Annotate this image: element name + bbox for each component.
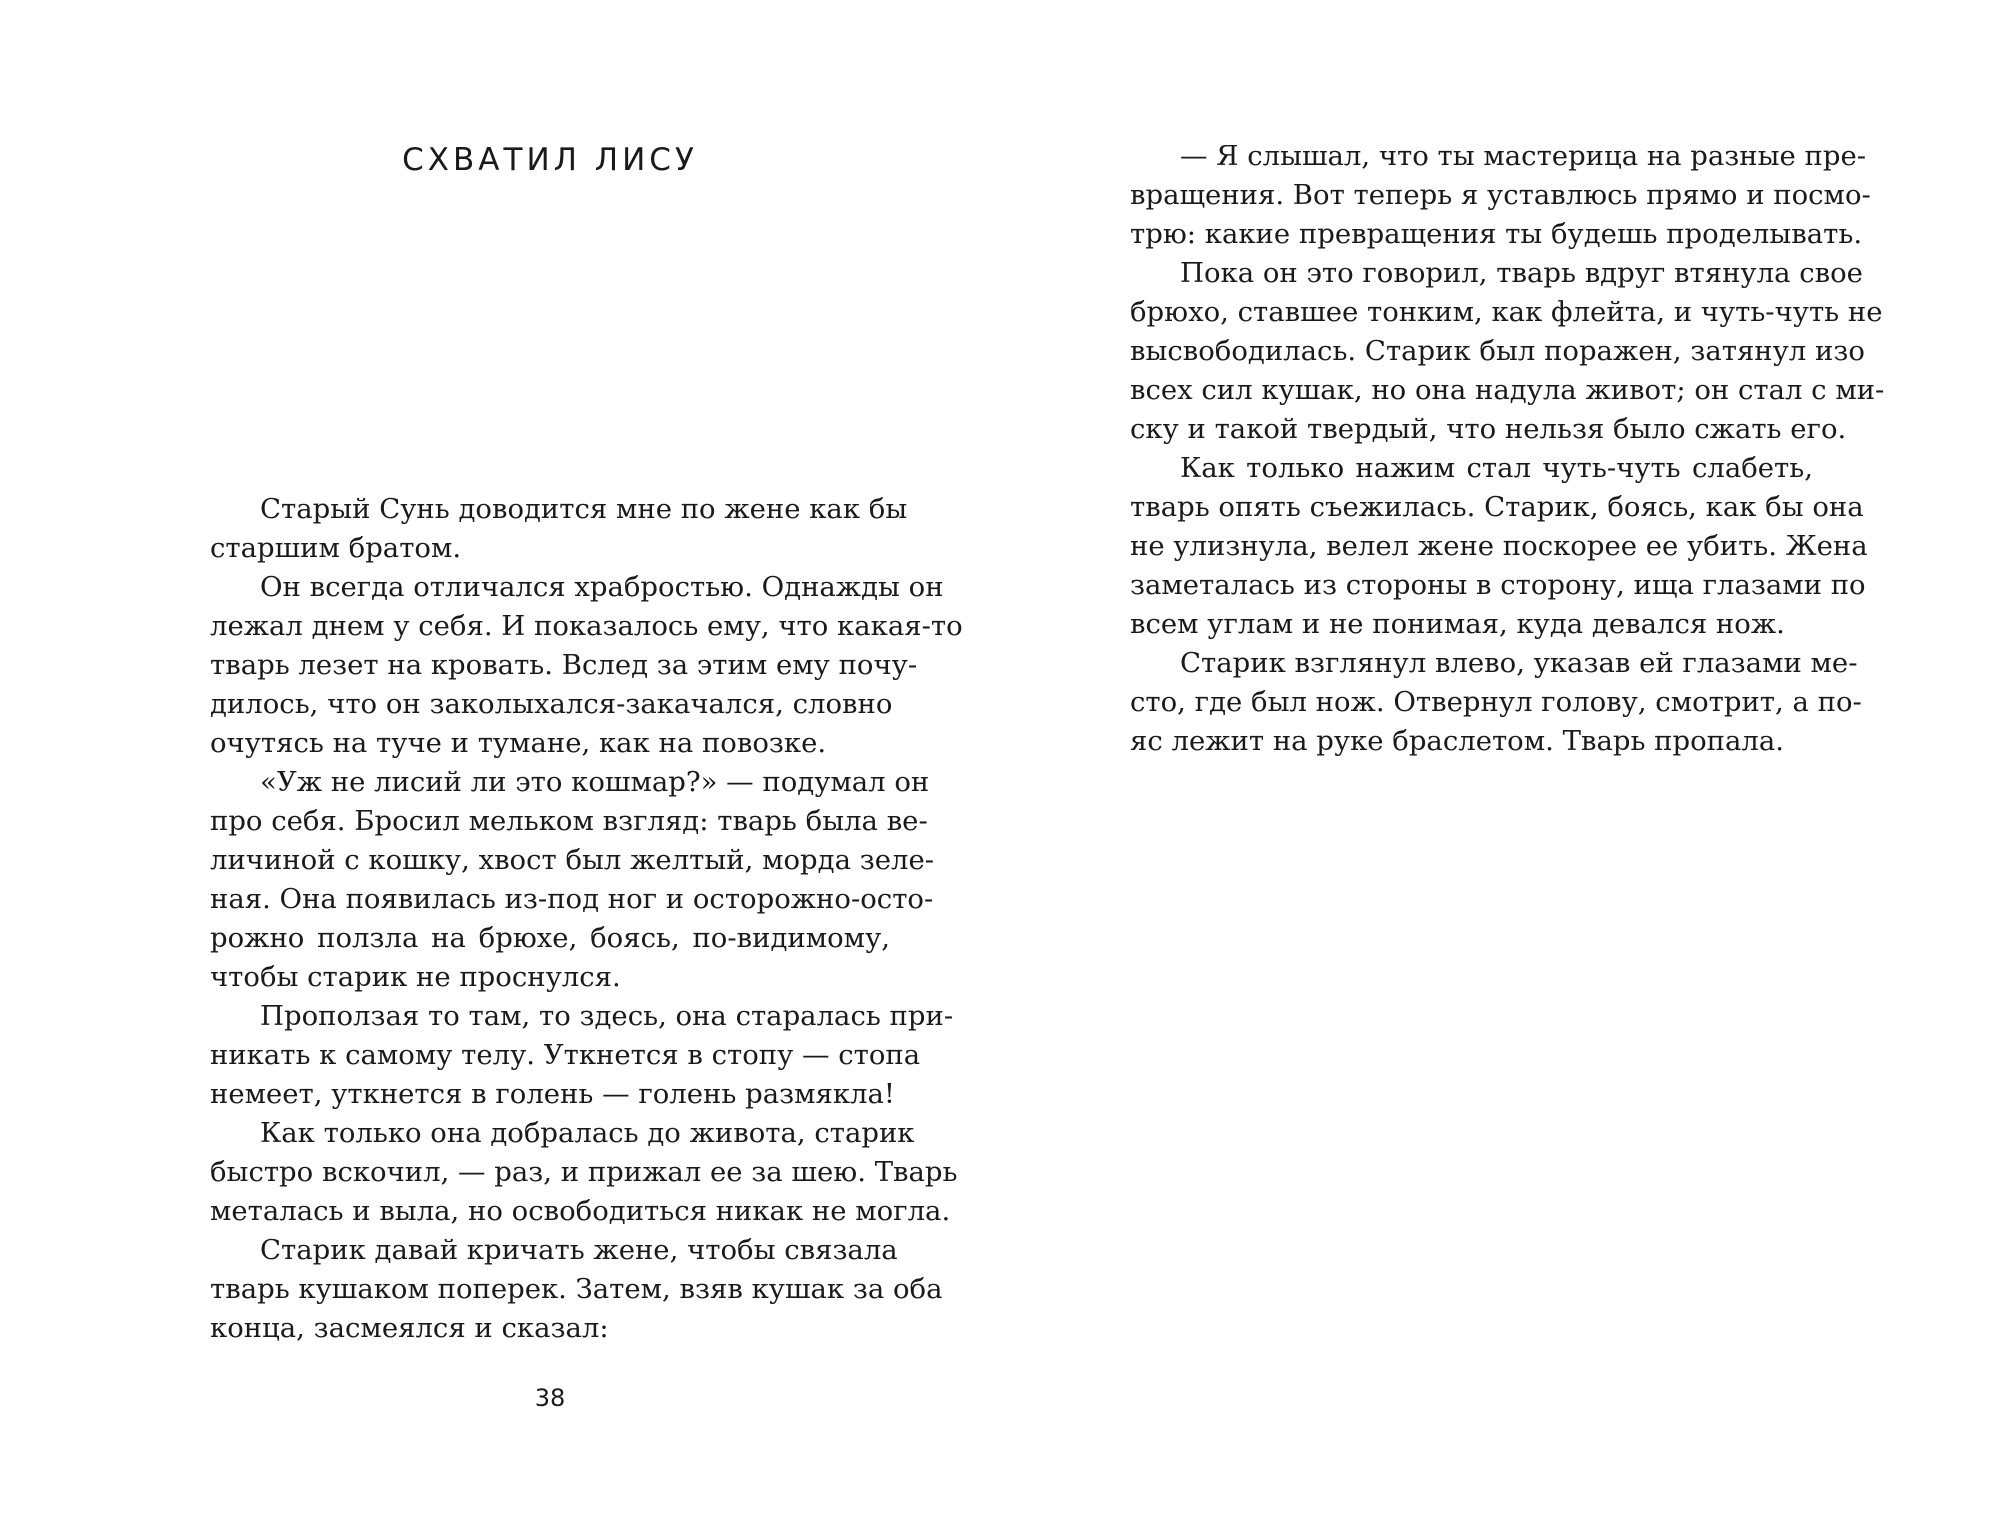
text-line: Как только нажим стал чуть-чуть слабеть, xyxy=(1180,452,1813,484)
text-line: Старик взглянул влево, указав ей глазами ме- xyxy=(1180,647,1858,679)
text-line: немеет, уткнется в голень — голень размякла! xyxy=(210,1078,895,1110)
text-line: Старый Сунь доводится мне по жене как бы xyxy=(260,493,908,525)
text-line: «Уж не лисий ли это кошмар?» — подумал он xyxy=(260,766,930,798)
text-line: дилось, что он заколыхался-закачался, словно xyxy=(210,688,893,720)
text-line: яс лежит на руке браслетом. Тварь пропала. xyxy=(1130,725,1784,757)
text-line: Проползая то там, то здесь, она старалась при- xyxy=(260,1000,954,1032)
text-line: чтобы старик не проснулся. xyxy=(210,961,621,993)
text-line: ная. Она появилась из-под ног и осторожно-осто- xyxy=(210,883,934,915)
text-line: тварь лезет на кровать. Вслед за этим ему почу- xyxy=(210,649,918,681)
text-line: высвободилась. Старик был поражен, затянул изо xyxy=(1130,335,1865,367)
text-line: заметалась из стороны в сторону, ища глазами по xyxy=(1130,569,1866,601)
text-line: тварь опять съежилась. Старик, боясь, как бы она xyxy=(1130,491,1864,523)
text-line: старшим братом. xyxy=(210,532,462,564)
text-line: очутясь на туче и тумане, как на повозке. xyxy=(210,727,827,759)
text-line: Как только она добралась до живота, старик xyxy=(260,1117,915,1149)
text-line: не улизнула, велел жене поскорее ее убить. Жена xyxy=(1130,530,1868,562)
text-line: личиной с кошку, хвост был желтый, морда зеле- xyxy=(210,844,935,876)
text-line: ску и такой твердый, что нельзя было сжать его. xyxy=(1130,413,1847,445)
text-line: металась и выла, но освободиться никак не могла. xyxy=(210,1195,951,1227)
text-line: вращения. Вот теперь я уставлюсь прямо и посмо- xyxy=(1130,179,1871,211)
page-number: 38 xyxy=(534,1384,566,1412)
text-line: всем углам и не понимая, куда девался нож. xyxy=(1130,608,1785,640)
text-line: лежал днем у себя. И показалось ему, что какая-то xyxy=(210,610,963,642)
text-line: брюхо, ставшее тонким, как флейта, и чуть-чуть не xyxy=(1130,296,1883,328)
right-page xyxy=(1000,0,2000,1520)
text-line: быстро вскочил, — раз, и прижал ее за шею. Тварь xyxy=(210,1156,958,1188)
text-line: Пока он это говорил, тварь вдруг втянула свое xyxy=(1180,257,1863,289)
text-line: рожно ползла на брюхе, боясь, по-видимому, xyxy=(210,922,890,954)
text-line: тварь кушаком поперек. Затем, взяв кушак за оба xyxy=(210,1273,943,1305)
text-line: Он всегда отличался храбростью. Однажды он xyxy=(260,571,944,603)
right-page-text xyxy=(1130,137,1885,761)
chapter-title: СХВАТИЛ ЛИСУ xyxy=(402,142,698,178)
text-line: трю: какие превращения ты будешь проделывать. xyxy=(1130,218,1863,250)
left-page-text xyxy=(210,490,963,1348)
text-line: про себя. Бросил мельком взгляд: тварь была ве- xyxy=(210,805,928,837)
text-line: Старик давай кричать жене, чтобы связала xyxy=(260,1234,898,1266)
text-line: — Я слышал, что ты мастерица на разные пре- xyxy=(1180,140,1867,172)
text-line: всех сил кушак, но она надула живот; он стал с ми- xyxy=(1130,374,1885,406)
text-line: конца, засмеялся и сказал: xyxy=(210,1312,609,1344)
text-line: никать к самому телу. Уткнется в стопу — стопа xyxy=(210,1039,921,1071)
text-line: сто, где был нож. Отвернул голову, смотрит, а по- xyxy=(1130,686,1862,718)
